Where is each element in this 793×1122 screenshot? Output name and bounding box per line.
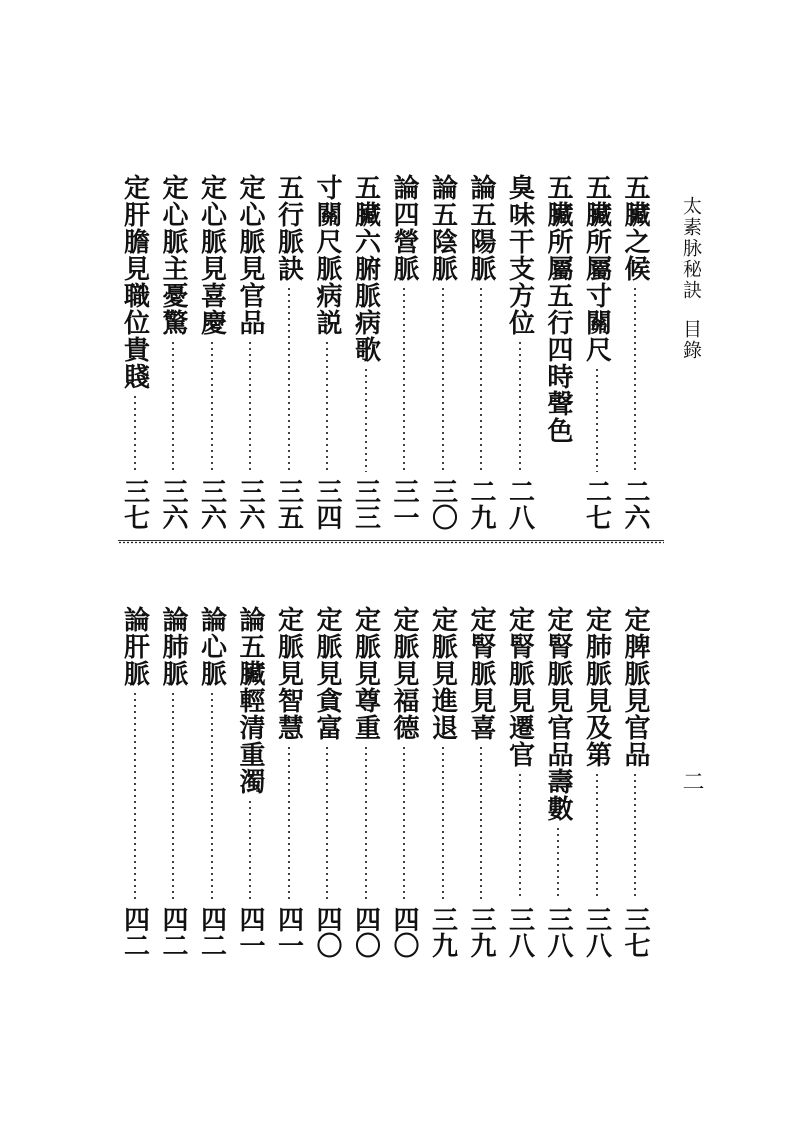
toc-entry-title: 定心脈見喜慶 [196, 174, 227, 336]
toc-entry-title: 定腎脈見遷官 [504, 606, 535, 768]
toc-entry-page: 三〇 [427, 478, 458, 530]
toc-entry [502, 174, 538, 530]
toc-entry [579, 174, 615, 530]
dot-leader [634, 772, 636, 900]
dot-leader [172, 340, 174, 472]
dot-leader [480, 286, 482, 472]
toc-entry [194, 174, 230, 530]
toc-entry [502, 606, 538, 958]
dot-leader [442, 286, 444, 472]
toc-entry-title: 五臟所屬寸關尺 [581, 174, 612, 363]
toc-entry-page: 二六 [620, 478, 650, 530]
toc-entry-title: 定脈見福德 [389, 606, 419, 741]
toc-entry [386, 174, 422, 530]
dot-leader [134, 394, 136, 472]
toc-entry-page: 四二 [158, 906, 188, 958]
toc-entry-page: 三一 [389, 478, 419, 530]
toc-entry [425, 606, 461, 958]
toc-entry [155, 174, 191, 530]
dot-leader [211, 691, 213, 900]
dot-leader [596, 772, 598, 900]
dot-leader [326, 340, 328, 472]
dot-leader [557, 826, 559, 900]
dot-leader [480, 745, 482, 900]
toc-entry-page: 四一 [235, 906, 265, 958]
toc-entry-title: 論四營脈 [389, 174, 419, 282]
toc-entry-page: 二七 [581, 478, 612, 530]
section-title: 目錄 [680, 319, 702, 361]
toc-entry [386, 606, 422, 958]
toc-entry-title: 論肺脈 [158, 606, 188, 687]
dot-leader [403, 745, 405, 900]
toc-entry-page: 三六 [158, 478, 188, 530]
toc-entry-page: 三八 [543, 906, 573, 958]
dot-leader [403, 286, 405, 472]
dot-leader [288, 286, 290, 472]
toc-entry [271, 174, 307, 530]
toc-entry-title: 五臟之候 [620, 174, 650, 282]
toc-entry-title: 定肝膽見職位貴賤 [119, 174, 150, 390]
toc-entry-title: 定脈見尊重 [350, 606, 381, 741]
toc-entry [271, 606, 307, 958]
toc-entry [194, 606, 230, 958]
dot-leader [134, 691, 136, 900]
dot-leader [365, 745, 367, 900]
toc-entry [348, 174, 384, 530]
toc-entry-title: 五行脈訣 [273, 174, 304, 282]
toc-entry [617, 174, 653, 530]
section-divider [118, 540, 664, 547]
dot-leader [519, 340, 521, 472]
toc-entry-title: 定心脈見官品 [235, 174, 265, 336]
dot-leader [442, 745, 444, 900]
toc-entry [155, 606, 191, 958]
toc-entry-page: 二八 [504, 478, 535, 530]
toc-entry [117, 174, 153, 530]
toc-entry-page: 三七 [119, 478, 150, 530]
toc-entry [117, 606, 153, 958]
toc-entry-title: 定脈見貪富 [312, 606, 342, 741]
toc-entry-title: 論肝脈 [119, 606, 150, 687]
toc-entry-page: 四〇 [312, 906, 342, 958]
dot-leader [288, 745, 290, 900]
toc-entry-title: 臭味干支方位 [504, 174, 535, 336]
toc-entry-page: 三六 [196, 478, 227, 530]
toc-entry-page: 三八 [581, 906, 612, 958]
toc-entry-page: 三七 [620, 906, 650, 958]
running-header [676, 196, 706, 361]
toc-entry [540, 606, 576, 958]
toc-entry-title: 定脾脈見官品 [620, 606, 650, 768]
toc-entry-title: 五臟所屬五行四時聲色 [543, 174, 573, 444]
toc-entry-title: 定脈見進退 [427, 606, 458, 741]
toc-entry [232, 606, 268, 958]
toc-entry [232, 174, 268, 530]
toc-entry [463, 174, 499, 530]
toc-entry-title: 論五陰脈 [427, 174, 458, 282]
toc-entry-page: 三四 [312, 478, 342, 530]
dot-leader [172, 691, 174, 900]
page-number: 二 [679, 770, 704, 792]
toc-entry-title: 論心脈 [196, 606, 227, 687]
toc-entry-page: 四一 [273, 906, 304, 958]
dot-leader [596, 367, 598, 472]
dot-leader [519, 772, 521, 900]
dot-leader [365, 367, 367, 472]
toc-entry-title: 論五臟輕清重濁 [235, 606, 265, 795]
toc-entry-title: 定腎脈見喜 [466, 606, 496, 741]
toc-entry-page: 二九 [466, 478, 496, 530]
toc-entry-page: 三八 [504, 906, 535, 958]
toc-entry-page: 四〇 [350, 906, 381, 958]
toc-entry-title: 定心脈主憂驚 [158, 174, 188, 336]
dot-leader [211, 340, 213, 472]
toc-entry [348, 606, 384, 958]
toc-entry-page: 三九 [427, 906, 458, 958]
toc-entry-page: 三六 [235, 478, 265, 530]
dot-leader [249, 799, 251, 900]
toc-entry-title: 定肺脈見及第 [581, 606, 612, 768]
toc-entry [617, 606, 653, 958]
toc-entry [540, 174, 576, 530]
toc-entry-title: 定脈見智慧 [273, 606, 304, 741]
toc-entry-title: 論五陽脈 [466, 174, 496, 282]
toc-entry-title: 寸關尺脈病説 [312, 174, 342, 336]
toc-entry-page: 四二 [119, 906, 150, 958]
toc-entry-page: 三九 [466, 906, 496, 958]
dot-leader [634, 286, 636, 472]
toc-entry-page: 四〇 [389, 906, 419, 958]
toc-entry [309, 174, 345, 530]
dot-leader [249, 340, 251, 472]
toc-entry-page: 三五 [273, 478, 304, 530]
toc-entry-page: 三三 [350, 478, 381, 530]
toc-entry [309, 606, 345, 958]
toc-entry [463, 606, 499, 958]
dot-leader [326, 745, 328, 900]
toc-entry [425, 174, 461, 530]
toc-entry [579, 606, 615, 958]
toc-entry-title: 五臟六腑脈病歌 [350, 174, 381, 363]
book-title: 太素脉秘訣 [680, 196, 702, 301]
toc-entry-page: 四二 [196, 906, 227, 958]
toc-entry-title: 定腎脈見官品壽數 [543, 606, 573, 822]
